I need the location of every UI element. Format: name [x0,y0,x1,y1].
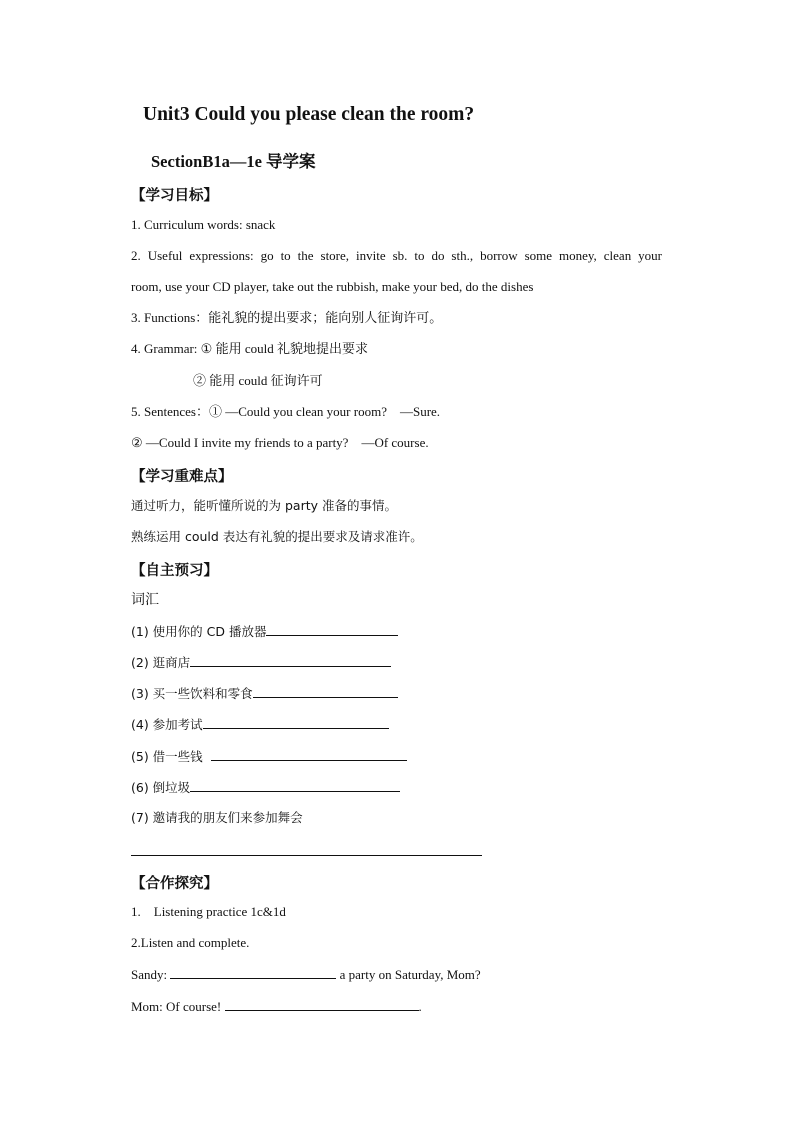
vocab-item-6 [131,778,400,797]
cooperate-item-1: 1. Listening practice 1c&1d [131,904,286,919]
speaker-mom: Mom: Of course! [131,999,222,1014]
vocab-item-text: (1) 使用你的 CD 播放器 [131,624,267,639]
objective-item-2-line-2: room, use your CD player, take out the rubbish, make your bed, do the dishes [131,279,534,294]
vocab-item-text: (6) 倒垃圾 [131,780,191,795]
section-subtitle: SectionB1a—1e 导学案 [151,152,316,171]
objective-item-5b: ② —Could I invite my friends to a party? —Of course. [131,435,429,450]
page-title: Unit3 Could you please clean the room? [143,104,475,125]
key-points-heading: 【学习重难点】 [131,469,233,485]
vocab-item-text: (7) 邀请我的朋友们来参加舞会 [131,810,303,825]
speaker-sandy: Sandy: [131,967,168,982]
vocab-item-text: (4) 参加考试 [131,717,203,732]
answer-blank[interactable] [266,622,398,636]
vocab-item-2 [131,653,391,672]
cooperate-heading: 【合作探究】 [131,876,218,892]
dialogue-mom [131,997,422,1016]
objective-item-5a: 5. Sentences：① —Could you clean your room? —Sure. [131,404,441,419]
vocab-item-3 [131,684,398,703]
objectives-heading: 【学习目标】 [131,188,218,204]
answer-blank[interactable] [211,747,407,761]
vocab-label: 词汇 [131,592,159,608]
dialogue-sandy-tail: a party on Saturday, Mom? [339,967,481,982]
vocab-item-5 [131,747,407,766]
objective-item-4b: ② 能用 could 征询许可 [193,373,323,388]
answer-blank[interactable] [170,965,336,979]
objective-item-1: 1. Curriculum words: snack [131,217,276,232]
dialogue-sandy [131,965,481,984]
vocab-item-text: (5) 借一些钱 [131,749,203,764]
answer-blank[interactable] [253,684,398,698]
answer-blank[interactable] [190,778,400,792]
vocab-item-text: (2) 逛商店 [131,655,191,670]
cooperate-item-2: 2.Listen and complete. [131,935,250,950]
answer-blank[interactable] [190,653,391,667]
vocab-item-4 [131,715,389,734]
objective-item-4a: 4. Grammar: ① 能用 could 礼貌地提出要求 [131,341,368,356]
answer-blank[interactable] [203,715,389,729]
vocab-item-text: (3) 买一些饮料和零食 [131,686,253,701]
key-point-1: 通过听力，能听懂所说的为 party 准备的事情。 [131,498,397,513]
preview-heading: 【自主预习】 [131,563,218,579]
key-point-2: 熟练运用 could 表达有礼貌的提出要求及请求准许。 [131,529,423,544]
vocab-item-7 [131,809,303,827]
objective-item-2-line-1: 2. Useful expressions: go to the store, invite sb. to do sth., borrow some money, clean your [131,248,662,263]
answer-blank-long[interactable] [131,855,482,856]
answer-blank[interactable] [225,997,419,1011]
vocab-item-1 [131,622,398,641]
objective-item-3: 3. Functions：能礼貌的提出要求；能向别人征询许可。 [131,310,443,325]
dialogue-mom-tail: . [418,999,422,1014]
